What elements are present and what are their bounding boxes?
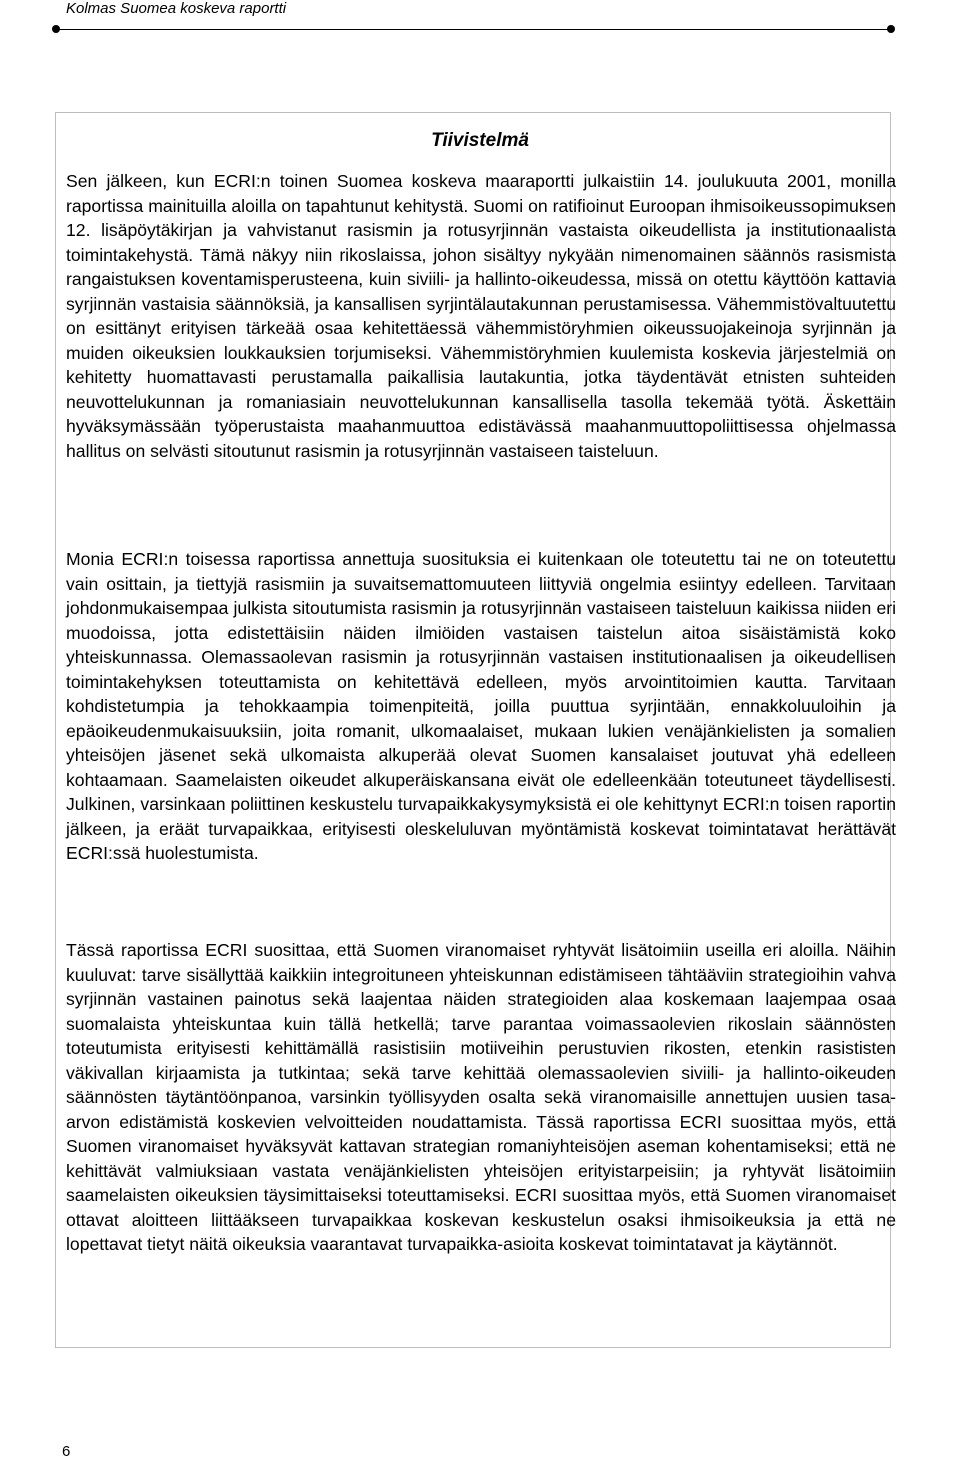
header-divider-left-dot	[52, 25, 60, 33]
summary-title: Tiivistelmä	[431, 130, 529, 151]
page-number: 6	[62, 1443, 71, 1460]
summary-paragraph-3: Tässä raportissa ECRI suosittaa, että Suomen viranomaiset ryhtyvät lisätoimiin useilla eri aloilla. Näihin kuuluvat: tarve sisällyttää kaikkiin integroituneen yhteiskunnan edistämiseen tähtääviin strategioihin vahva syrjinnän vastainen painotus sekä laajentaa näiden strategioiden alaa koskemaan laajempaa osaa suomalaista yhteiskuntaa kuin tällä hetkellä; tarve parantaa voimassaolevien rikoslain säännösten toteutumista erityisesti kehittämällä rasistisiin motiiveihin perustuvien rikosten, etenkin rasististen väkivallan kirjaamista ja tutkintaa; sekä tarve kehittää olemassaolevien siviili- ja hallinto-oikeuden säännösten täytäntöönpanoa, varsinkin työllisyyden osalta sekä viranomaisille annettujen uusien tasa-arvon edistämistä koskevien velvoitteiden noudattamista. Tässä raportissa ECRI suosittaa myös, että Suomen viranomaiset hyväksyvät kattavan strategian romaniyhteisöjen aseman kohentamiseksi; että ne kehittävät valmiuksiaan vastata venäjänkielisten yhteisöjen erityistarpeisiin; ja ryhtyvät lisätoimiin saamelaisten oikeuksien täysimittaiseksi toteuttamiseksi. ECRI suosittaa myös, että Suomen viranomaiset ottavat aloitteen liittääkseen turvapaikkaa koskevan keskustelun osaksi ihmisoikeuksia ja että ne lopettavat tietyt näitä oikeuksia vaarantavat turvapaikka-asioita koskevat toimintatavat ja käytännöt.	[66, 940, 896, 1254]
header-divider-right-dot	[887, 25, 895, 33]
header-divider	[55, 29, 891, 30]
summary-paragraph-2: Monia ECRI:n toisessa raportissa annettuja suosituksia ei kuitenkaan ole toteutettu tai ne on toteutettu vain osittain, ja tiettyjä rasismiin ja suvaitsemattomuuteen liittyviä ongelmia esiintyy edelleen. Tarvitaan johdonmukaisempaa julkista sitoutumista rasismin ja rotusyrjinnän vastaiseen taisteluun kaikissa niiden eri muodoissa, jotta edistettäisiin näiden ilmiöiden vastaisen taistelun aitoa sisäistämistä koko yhteiskunnassa. Olemassaolevan rasismin ja rotusyrjinnän vastaisen institutionaalisen ja oikeudellisen toimintakehyksen toteuttamista on kehitettävä edelleen, myös arvointitoimien kautta. Tarvitaan kohdistetumpia ja tehokkaampia toimenpiteitä, joilla puuttua syrjintään, ennakkoluuloihin ja epäoikeudenmukaisuuksiin, joita romanit, ulkomaalaiset, mukaan lukien venäjänkielisten ja somalien yhteisöjen jäsenet sekä ulkomaista alkuperää olevat Suomen kansalaiset joutuvat yhä edelleen kohtaamaan. Saamelaisten oikeudet alkuperäiskansana eivät ole edelleenkään toteutuneet täydellisesti. Julkinen, varsinkaan poliittinen keskustelu turvapaikkakysymyksistä ei ole kehittynyt ECRI:n toisen raportin jälkeen, ja eräät turvapaikkaa, erityisesti oleskeluluvan myöntämistä koskevat toimintatavat herättävät ECRI:ssä huolestumista.	[66, 549, 896, 863]
running-header-title: Kolmas Suomea koskeva raportti	[66, 0, 287, 17]
summary-paragraph-1: Sen jälkeen, kun ECRI:n toinen Suomea koskeva maaraportti julkaistiin 14. joulukuuta 2001, monilla raportissa mainituilla aloilla on tapahtunut kehitystä. Suomi on ratifioinut Euroopan ihmisoikeussopimuksen 12. lisäpöytäkirjan ja vahvistanut rasismin ja rotusyrjinnän vastaista oikeudellista ja institutionaalista toimintakehystä. Tämä näkyy niin rikoslaissa, johon sisältyy nykyään nimenomainen säännös rasismista rangaistuksen koventamisperusteena, kuin siviili- ja hallinto-oikeudessa, missä on otettu käyttöön kattavia syrjinnän vastaisia säännöksiä, ja kansallisen syrjintälautakunnan perustamisessa. Vähemmistövaltuutettu on esittänyt erityisen tärkeää osaa kehitettäessä vähemmistöryhmien oikeussuojakeinoja syrjinnän ja muiden oikeuksien loukkauksien torjumiseksi. Vähemmistöryhmien kuulemista koskevia järjestelmiä on kehitetty huomattavasti perustamalla paikallisia lautakuntia, jotka täydentävät etnisten suhteiden neuvottelukunnan ja romaniasiain neuvottelukunnan kansallisella tasolla tekemää työtä. Äskettäin hyväksymässään työperustaista maahanmuuttoa edistävässä maahanmuuttopoliittisessa ohjelmassa hallitus on selvästi sitoutunut rasismin ja rotusyrjinnän vastaiseen taisteluun.	[66, 171, 896, 461]
